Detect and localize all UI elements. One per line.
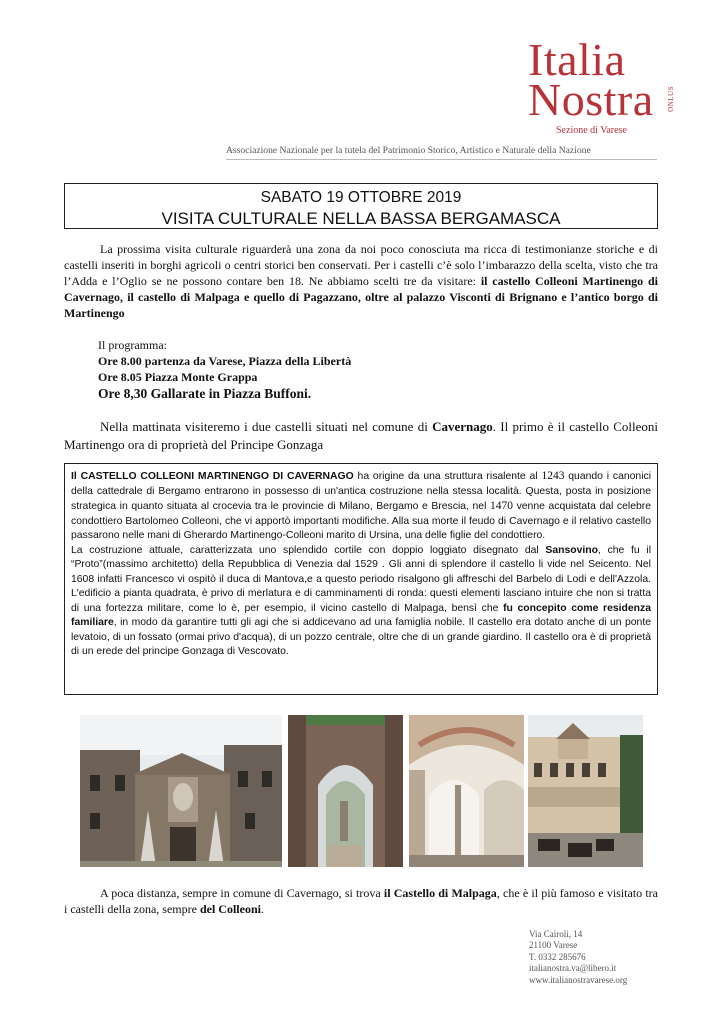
- footer-address: Via Cairoli, 14: [529, 929, 583, 939]
- contact-footer: [529, 929, 627, 986]
- footer-phone: T. 0332 285676: [529, 951, 586, 962]
- castle-paragraph-2: La costruzione attuale, caratterizzata uno splendido cortile con doppio loggiato disegnato dal Sansovino, che fu il “Proto”(massimo architetto) della Repubblica di Venezia dal 1529 . Gli anni di splendore il castello li vide nel Seicento. Nel 1608 infatti Francesco vi ospitò il duca di Mantova,e a questo periodo risalgono gli affreschi del Barbelo di Lodi e dell'Azzola. L'edificio a pianta quadrata, è privo di merlatura e di camminamenti di ronda: questi elementi lasciano intuire che non si tratta di una fortezza militare, come lo è, per esempio, il vicino castello di Malpaga, bensì che fu concepito come residenza familiare, in modo da garantire tutti gli agi che si addicevano ad una famiglia nobile. Il castello era dotato anche di un ponte levatoio, di un fossato (ormai privo d'acqua), di un pozzo centrale, oltre che di un grande giardino. Il castello ora è di proprietà di un erede del principe Gonzaga di Vescovato.: [71, 544, 652, 657]
- association-line: Associazione Nazionale per la tutela del Patrimonio Storico, Artistico e Naturale della Nazione: [226, 145, 591, 156]
- program: [98, 337, 351, 403]
- closing-paragraph: A poca distanza, sempre in comune di Cavernago, si trova il Castello di Malpaga, che è il più famoso e visitato tra i castelli della zona, sempre del Colleoni.: [64, 886, 658, 916]
- event-title: VISITA CULTURALE NELLA BASSA BERGAMASCA: [161, 209, 561, 228]
- castle-title: Il CASTELLO COLLEONI MARTINENGO DI CAVERNAGO: [71, 471, 354, 482]
- header-divider: [226, 159, 657, 160]
- section-name: Sezione di Varese: [556, 125, 627, 136]
- footer-website[interactable]: www.italianostravarese.org: [529, 974, 628, 985]
- logo-onlus: ONLUS: [667, 86, 675, 112]
- photo-castle-courtyard: [528, 715, 643, 867]
- logo-line1: Italia: [528, 34, 626, 85]
- footer-email[interactable]: italianostra.va@libero.it: [529, 963, 617, 974]
- program-item: Ore 8.05 Piazza Monte Grappa: [98, 370, 258, 384]
- program-item: Ore 8,30 Gallarate in Piazza Buffoni.: [98, 386, 312, 401]
- event-title-box: [64, 183, 658, 229]
- intro-bold: il castello Colleoni Martinengo di Cavernago, il castello di Malpaga e quello di Pagazzano, oltre al palazzo Visconti di Brignano e l’antico borgo di Martinengo: [64, 274, 658, 320]
- photo-castle-gate: [288, 715, 403, 867]
- photo-castle-facade: [80, 715, 282, 867]
- morning-paragraph: Nella mattinata visiteremo i due castelli situati nel comune di Cavernago. Il primo è il castello Colleoni Martinengo ora di proprietà del Principe Gonzaga: [64, 419, 658, 452]
- logo-line2: [528, 74, 675, 125]
- castle-paragraph-1: Il CASTELLO COLLEONI MARTINENGO DI CAVERNAGO ha origine da una struttura risalente al 1243 quando i canonici della cattedrale di Bergamo entrarono in possesso di un'antica costruzione nella stessa località. Questa, posta in posizione strategica in quanto situata al crocevia tra le provincie di Milano, Bergamo e Brescia, nel 1470 venne acquistata dal celebre condottiero Bartolomeo Colleoni, che vi apportò importanti modifiche. Alla sua morte il feudo di Cavernago e il relativo castello passarono nelle mani di Gherardo Martinengo-Colleoni marito di Ursina, una delle figlie del condottiero.: [71, 470, 652, 541]
- program-heading: Il programma:: [98, 338, 167, 352]
- program-item: Ore 8.00 partenza da Varese, Piazza della Libertà: [98, 354, 352, 368]
- event-date: SABATO 19 OTTOBRE 2019: [260, 189, 462, 206]
- logo-line2-text: Nostra: [528, 74, 654, 125]
- castle-info-box: [64, 463, 658, 695]
- photo-castle-loggia: [409, 715, 524, 867]
- italia-nostra-logo: [528, 34, 675, 125]
- morning-bold: Cavernago: [432, 419, 493, 434]
- intro-paragraph: [64, 241, 658, 321]
- footer-city: 21100 Varese: [529, 940, 578, 951]
- intro-text: La prossima visita culturale riguarderà una zona da noi poco conosciuta ma ricca di testimonianze storiche e di castelli inseriti in borghi agricoli o centri storici ben conservati. Per i castelli c’è solo l’imbarazzo della scelta, visto che tra l’Adda e l’Oglio se ne possono contare ben 18. Ne abbiamo scelti tre da visitare:: [64, 242, 658, 288]
